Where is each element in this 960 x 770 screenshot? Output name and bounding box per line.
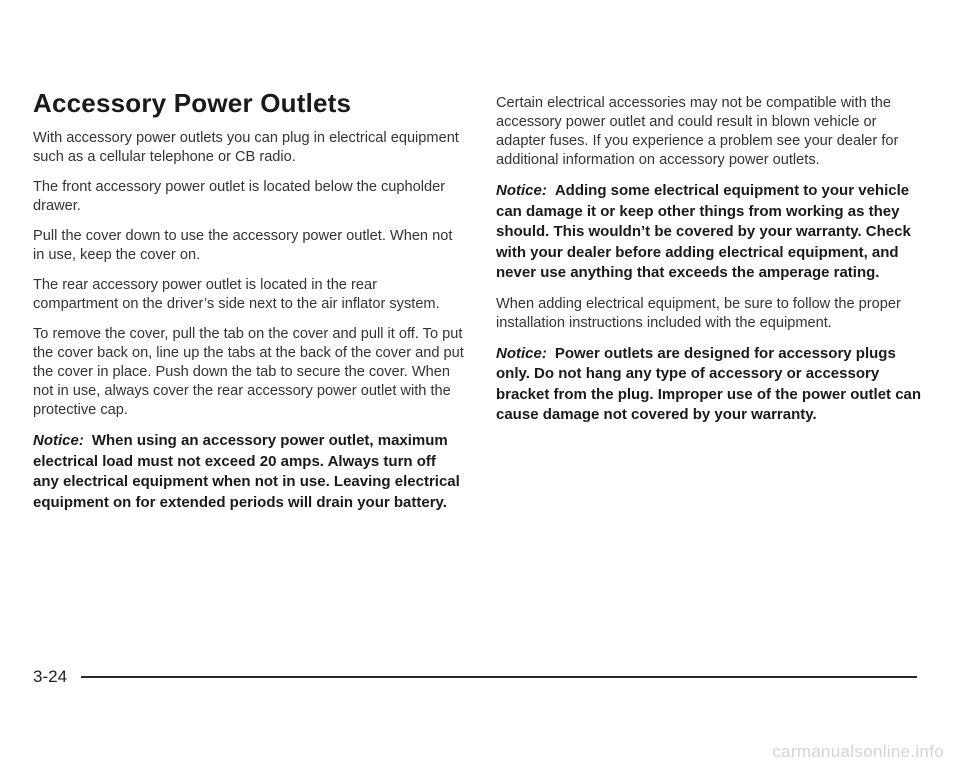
notice-body: Power outlets are designed for accessory plugs only. Do not hang any type of accessory or accessory bracket from the plug. Improper use of the power outlet can cause damage not covered by your warranty. [496,344,922,423]
paragraph: When adding electrical equipment, be sure to follow the proper installation instructions included with the equipment. [496,295,901,331]
notice-body: When using an accessory power outlet, maximum electrical load must not exceed 20 amps. Always turn off any electrical equipment when not in use. Leaving electrical equipment on for extended periods will drain your battery. [33,432,460,511]
paragraph: With accessory power outlets you can plug in electrical equipment such as a cellular telephone or CB radio. [33,130,459,165]
page-footer [33,665,917,689]
notice-label: Notice: [496,182,547,199]
paragraph: The front accessory power outlet is located below the cupholder drawer. [33,179,446,214]
watermark: carmanualsonline.info [772,742,944,761]
notice-label: Notice: [33,432,84,449]
paragraph: The rear accessory power outlet is located in the rear compartment on the driver’s side next to the air inflator system. [33,277,440,312]
section-title: Accessory Power Outlets [33,88,352,118]
paragraph: To remove the cover, pull the tab on the cover and pull it off. To put the cover back on, line up the tabs at the back of the cover and put the cover in place. Push down the tab to secure the cover. When not in use, always cover the rear accessory power outlet with the protective cap. [33,326,464,418]
left-column [33,88,465,524]
footer-rule [81,676,917,678]
paragraph: Certain electrical accessories may not be compatible with the accessory power outlet and could result in blown vehicle or adapter fuses. If you experience a problem see your dealer for additional information on accessory power outlets. [496,95,899,168]
notice-warranty [496,181,926,284]
notice-body: Adding some electrical equipment to your vehicle can damage it or keep other things from working as they should. This wouldn’t be covered by your warranty. Check with your dealer before adding electrical equipment, and never use anything that exceeds the amperage rating. [496,182,911,281]
notice-amps [33,431,465,513]
right-column [496,88,926,437]
notice-plugs [496,344,926,426]
notice-label: Notice: [496,344,547,362]
paragraph: Pull the cover down to use the accessory power outlet. When not in use, keep the cover on. [33,228,453,263]
page-number: 3-24 [33,667,68,686]
